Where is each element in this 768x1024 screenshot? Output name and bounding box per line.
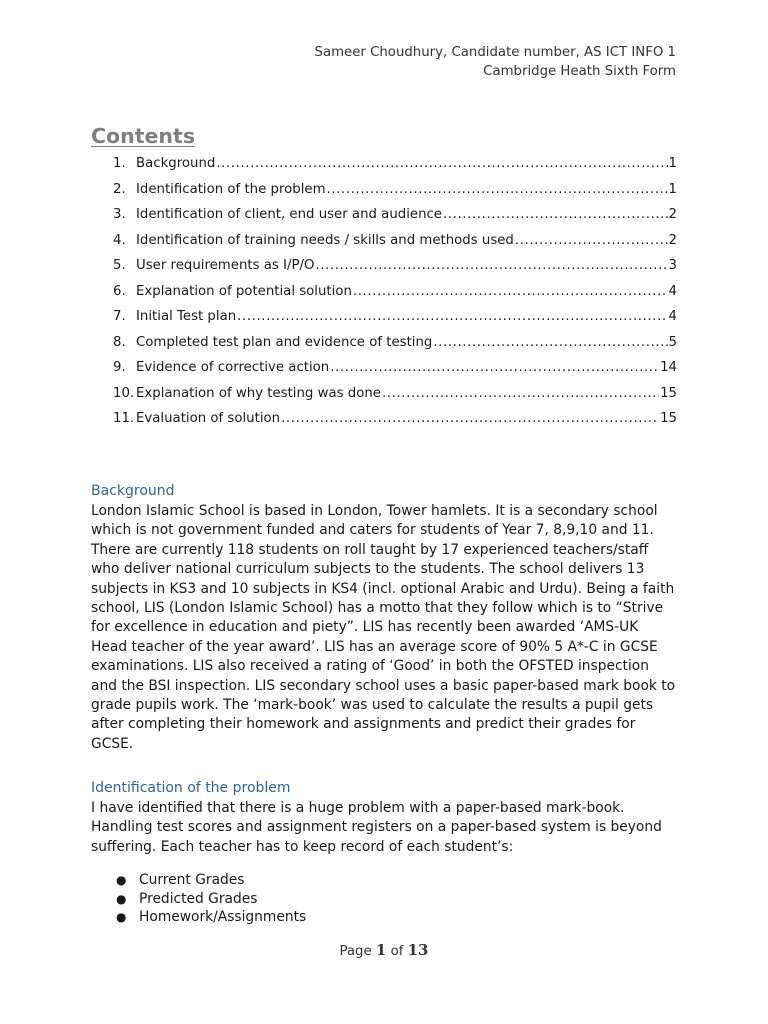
bullet-text: Current Grades: [139, 872, 245, 888]
toc-entry-page: 2: [668, 207, 677, 222]
toc-entry[interactable]: [91, 381, 677, 407]
toc-entry[interactable]: [91, 253, 677, 279]
list-item: [116, 890, 306, 909]
toc-entry-page: 14: [660, 360, 677, 375]
bullet-icon: ●: [116, 891, 127, 906]
toc-entry-number: 1.: [113, 156, 126, 171]
toc-entry-title: Explanation of why testing was done: [136, 385, 381, 401]
toc-entry-title: Evaluation of solution: [136, 411, 281, 426]
toc-entry-page: 1: [668, 181, 677, 197]
toc-leader-dots: [443, 202, 668, 228]
toc-entry[interactable]: [91, 330, 677, 356]
contents-title: Contents: [91, 124, 196, 148]
toc-leader-dots: [315, 253, 667, 279]
toc-entry-number: 8.: [113, 334, 126, 350]
page-header: [315, 44, 677, 81]
toc-entry-title: Identification of client, end user and audience: [136, 207, 442, 222]
toc-entry-title: Identification of training needs / skills and methods used: [136, 232, 514, 248]
toc-entry-number: 5.: [113, 258, 126, 273]
toc-entry[interactable]: [91, 406, 677, 432]
problem-paragraph: I have identified that there is a huge problem with a paper-based mark-book. Handling test scores and assignment registers on a paper-based system is beyond suffering. Each teacher has to keep record of each student’s:: [91, 800, 662, 855]
toc-leader-dots: [216, 151, 667, 177]
toc-leader-dots: [433, 330, 667, 356]
toc-entry-title: Explanation of potential solution: [136, 283, 352, 299]
toc-entry-number: 10.: [113, 385, 135, 401]
toc-leader-dots: [327, 177, 668, 203]
toc-entry[interactable]: [91, 202, 677, 228]
toc-entry-page: 2: [668, 232, 677, 248]
toc-entry-page: 5: [668, 334, 677, 350]
bullet-icon: ●: [116, 910, 127, 925]
background-paragraph: London Islamic School is based in London, Tower hamlets. It is a secondary school which is not government funded and caters for students of Year 7, 8,9,10 and 11. There are currently 118 students on roll taught by 17 experienced teachers/staff who deliver national curriculum subjects to the students. The school delivers 13 subjects in KS3 and 10 subjects in KS4 (incl. optional Arabic and Urdu). Being a faith school, LIS (London Islamic School) has a motto that they follow which is to “Strive for excellence in education and piety”. LIS has recently been awarded ‘AMS-UK Head teacher of the year award’. LIS has an average score of 90% 5 A*-C in GCSE examinations. LIS also received a rating of ‘Good’ in both the OFSTED inspection and the BSI inspection. LIS secondary school uses a basic paper-based mark book to grade pupils work. The ‘mark-book’ was used to calculate the results a pupil gets after completing their homework and assignments and predict their grades for GCSE.: [91, 503, 676, 752]
toc-entry-page: 3: [668, 258, 677, 273]
record-bullet-list: [116, 871, 306, 927]
toc-entry-title: Initial Test plan: [136, 309, 237, 324]
toc-entry-number: 6.: [113, 283, 126, 299]
bullet-icon: ●: [116, 873, 127, 887]
toc-entry-page: 1: [668, 156, 677, 171]
footer-of-label: of: [386, 944, 408, 959]
toc-entry-number: 11.: [113, 411, 135, 426]
footer-page-prefix: Page: [339, 944, 376, 959]
toc-leader-dots: [237, 304, 667, 330]
toc-entry-title: User requirements as I/P/O: [136, 258, 315, 273]
toc-entry[interactable]: [91, 177, 677, 203]
toc-entry[interactable]: [91, 355, 677, 381]
toc-entry-page: 4: [668, 309, 677, 324]
toc-leader-dots: [515, 228, 668, 254]
toc-entry[interactable]: [91, 304, 677, 330]
background-heading: Background: [91, 483, 175, 499]
toc-entry-number: 2.: [113, 181, 126, 197]
bullet-text: Predicted Grades: [139, 890, 258, 907]
toc-entry-number: 4.: [113, 232, 126, 248]
toc-entry[interactable]: [91, 279, 677, 305]
toc-entry-title: Identification of the problem: [136, 181, 326, 197]
toc-leader-dots: [281, 406, 659, 432]
list-item: [116, 871, 306, 890]
toc-entry[interactable]: [91, 151, 677, 177]
problem-heading: Identification of the problem: [91, 780, 291, 796]
toc-entry-page: 15: [660, 385, 677, 401]
toc-entry-title: Evidence of corrective action: [136, 360, 330, 375]
toc-entry-number: 9.: [113, 360, 126, 375]
toc-leader-dots: [382, 381, 659, 407]
table-of-contents: [91, 151, 677, 432]
toc-entry-title: Background: [136, 156, 216, 171]
toc-entry[interactable]: [91, 228, 677, 254]
toc-entry-number: 7.: [113, 309, 126, 324]
toc-leader-dots: [353, 279, 668, 305]
toc-entry-number: 3.: [113, 207, 126, 222]
bullet-text: Homework/Assignments: [139, 909, 307, 926]
header-author-line: Sameer Choudhury, Candidate number, AS ICT INFO 1: [314, 45, 676, 60]
toc-entry-page: 15: [660, 411, 677, 426]
page-footer: [0, 941, 768, 959]
list-item: [116, 908, 306, 927]
toc-leader-dots: [330, 355, 659, 381]
toc-entry-title: Completed test plan and evidence of testing: [136, 334, 433, 350]
footer-total-pages: 13: [407, 941, 429, 959]
footer-current-page: 1: [375, 941, 387, 959]
header-school-line: Cambridge Heath Sixth Form: [483, 63, 676, 79]
toc-entry-page: 4: [668, 283, 677, 299]
